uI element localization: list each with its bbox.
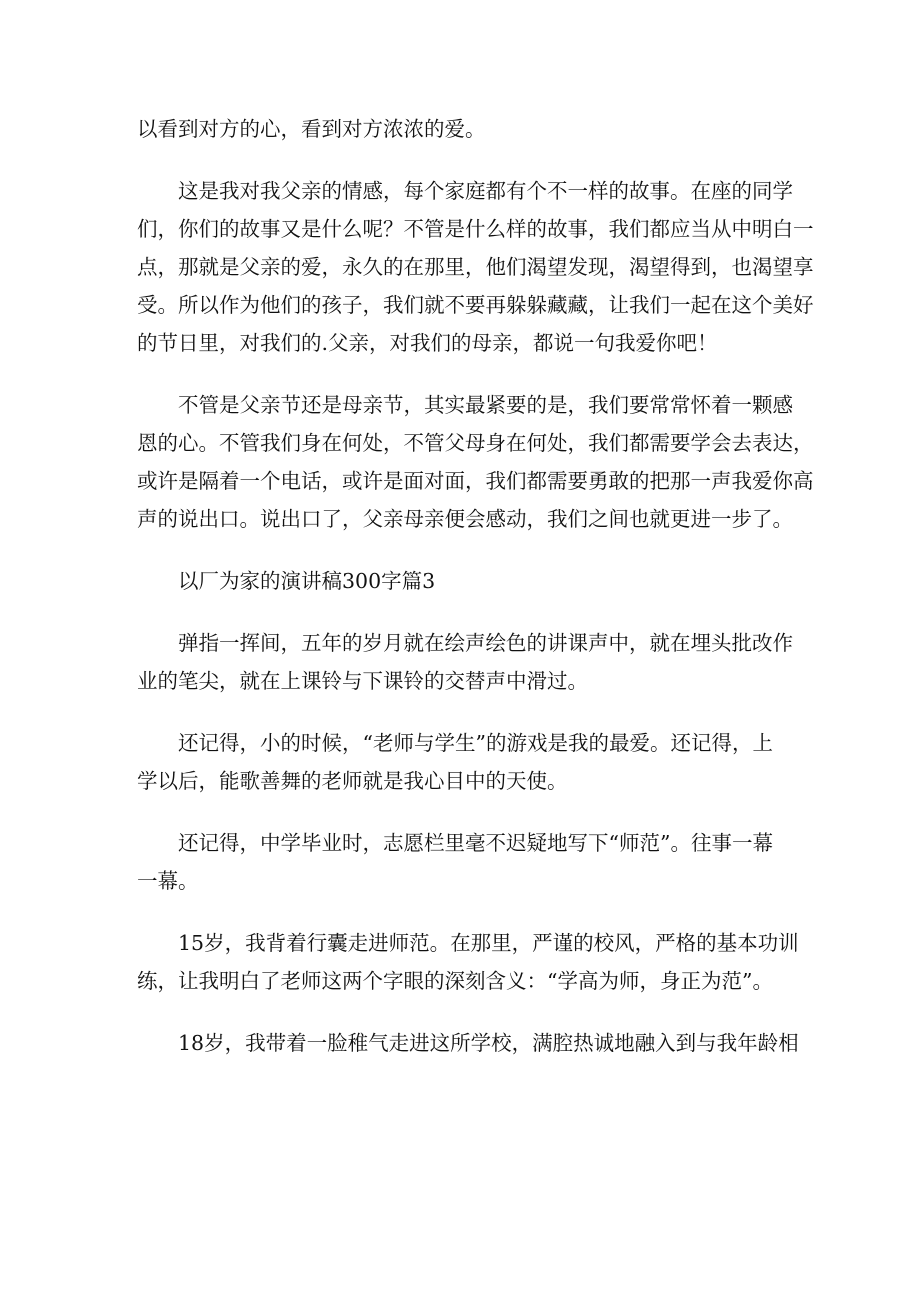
text-line: 不管是父亲节还是母亲节，其实最紧要的是，我们要常常怀着一颗感 [178,393,793,417]
text-line: 业的笔尖，就在上课铃与下课铃的交替声中滑过。 [137,669,588,693]
text-line: 点，那就是父亲的爱，永久的在那里，他们渴望发现，渴望得到，也渴望享 [137,255,814,279]
paragraph [137,624,793,700]
paragraph [137,924,799,1000]
paragraph [137,824,787,900]
text-line: 一幕。 [137,869,199,893]
text-line: 恩的心。不管我们身在何处，不管父母身在何处，我们都需要学会去表达， [137,431,814,455]
paragraph [137,110,787,148]
text-line: 以看到对方的心，看到对方浓浓的爱。 [137,117,486,141]
paragraph [137,1024,799,1062]
text-line: 还记得，中学毕业时，志愿栏里毫不迟疑地写下“师范”。往事一幕 [178,831,773,855]
text-line: 还记得，小的时候，“老师与学生”的游戏是我的最爱。还记得，上 [178,731,773,755]
text-line: 学以后，能歌善舞的老师就是我心目中的天使。 [137,769,568,793]
text-line: 15岁，我背着行囊走进师范。在那里，严谨的校风，严格的基本功训 [178,931,799,955]
text-line: 的节日里，对我们的.父亲，对我们的母亲，都说一句我爱你吧！ [137,331,718,355]
heading-text: 以厂为家的演讲稿300字篇3 [178,569,436,593]
section-heading [137,562,787,600]
paragraph [137,172,814,362]
text-line: 们，你们的故事又是什么呢？不管是什么样的故事，我们都应当从中明白一 [137,217,814,241]
document-body [137,110,814,1086]
text-line: 18岁，我带着一脸稚气走进这所学校，满腔热诚地融入到与我年龄相 [178,1031,799,1055]
paragraph [137,724,787,800]
paragraph [137,386,814,538]
text-line: 这是我对我父亲的情感，每个家庭都有个不一样的故事。在座的同学 [178,179,793,203]
text-line: 受。所以作为他们的孩子，我们就不要再躲躲藏藏，让我们一起在这个美好 [137,293,814,317]
text-line: 弹指一挥间，五年的岁月就在绘声绘色的讲课声中，就在埋头批改作 [178,631,793,655]
text-line: 或许是隔着一个电话，或许是面对面，我们都需要勇敢的把那一声我爱你高 [137,469,814,493]
text-line: 练，让我明白了老师这两个字眼的深刻含义：“学高为师，身正为范”。 [137,969,773,993]
text-line: 声的说出口。说出口了，父亲母亲便会感动，我们之间也就更进一步了。 [137,507,793,531]
